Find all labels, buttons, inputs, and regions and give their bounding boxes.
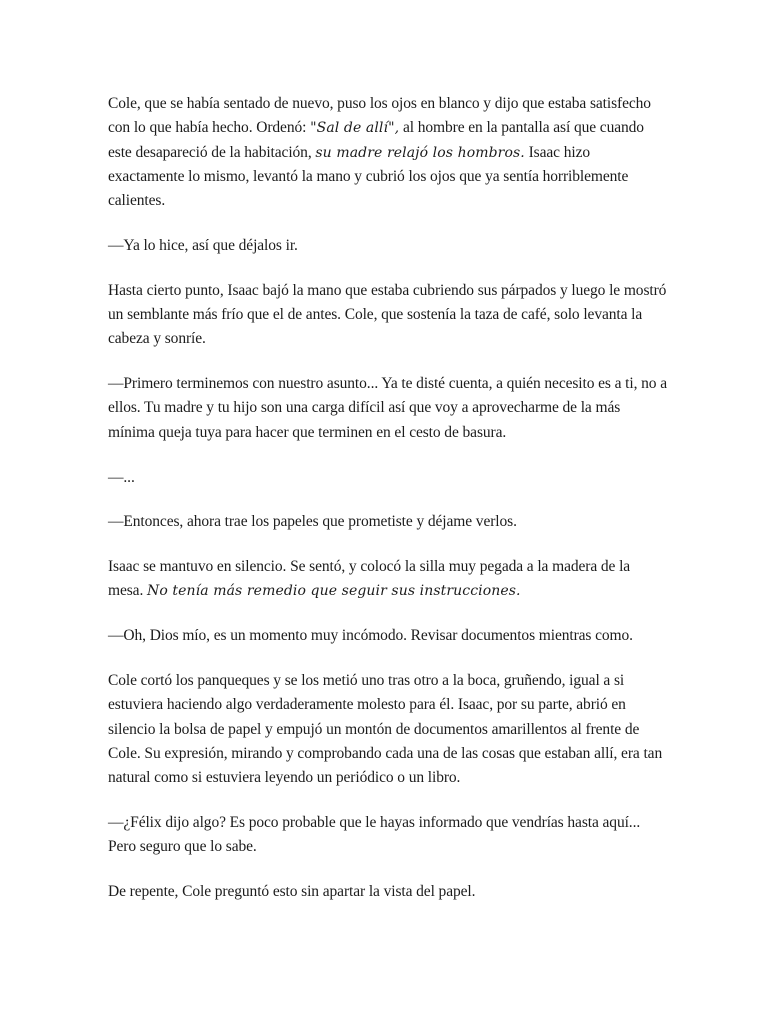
paragraph: [108, 669, 668, 790]
dialogue-paragraph: [108, 811, 668, 860]
dialogue-paragraph: [108, 510, 668, 534]
dialogue-paragraph: [108, 466, 668, 490]
text-run: —Primero terminemos con nuestro asunto... Ya te disté cuenta, a quién necesito es a ti, no a ellos. Tu madre y tu hijo son una carga difícil así que voy a aprovecharme de la más mínima queja tuya para hacer que terminen en el cesto de basura.: [108, 375, 668, 441]
text-run: De repente, Cole preguntó esto sin apartar la vista del papel.: [108, 883, 476, 901]
text-run: —Entonces, ahora trae los papeles que prometiste y déjame verlos.: [108, 513, 517, 531]
text-run: —¿Félix dijo algo? Es poco probable que le hayas informado que vendrías hasta aquí... Pero seguro que lo sabe.: [108, 814, 641, 856]
paragraph: [108, 555, 668, 604]
paragraph: [108, 880, 668, 904]
text-run: Hasta cierto punto, Isaac bajó la mano que estaba cubriendo sus párpados y luego le mostró un semblante más frío que el de antes. Cole, que sostenía la taza de café, solo levanta la cabeza y sonríe.: [108, 281, 667, 348]
text-run: al hombre en la pantalla así que cuando este desapareció de la habitación,: [108, 119, 644, 161]
text-run: —Oh, Dios mío, es un momento muy incómodo. Revisar documentos mientras como.: [108, 627, 633, 645]
dialogue-paragraph: [108, 624, 668, 648]
text-run: Isaac se mantuvo en silencio. Se sentó, y colocó la silla muy pegada a la madera de la mesa.: [108, 558, 631, 600]
dialogue-paragraph: [108, 234, 668, 258]
italic-text-run: "Sal de allí",: [310, 120, 400, 137]
text-run: Isaac hizo exactamente lo mismo, levantó la mano y cubrió los ojos que ya sentía horriblemente calientes.: [108, 143, 629, 210]
italic-text-run: No tenía más remedio que seguir sus instrucciones.: [147, 583, 521, 600]
italic-text-run: su madre relajó los hombros.: [315, 144, 525, 161]
paragraph: [108, 279, 668, 352]
document-page: [108, 92, 668, 925]
text-run: —...: [108, 468, 135, 486]
text-run: Cole, que se había sentado de nuevo, puso los ojos en blanco y dijo que estaba satisfecho con lo que había hecho. Ordenó:: [108, 95, 651, 137]
dialogue-paragraph: [108, 372, 668, 445]
paragraph: [108, 92, 668, 213]
text-run: —Ya lo hice, así que déjalos ir.: [108, 236, 298, 254]
text-run: Cole cortó los panqueques y se los metió uno tras otro a la boca, gruñendo, igual a si estuviera haciendo algo verdaderamente molesto para él. Isaac, por su parte, abrió en silencio la bolsa de papel y empujó un montón de documentos amarillentos al frente de Cole. Su expresión, mirando y comprobando cada una de las cosas que estaban allí, era tan natural como si estuviera leyendo un periódico o un libro.: [108, 672, 663, 787]
